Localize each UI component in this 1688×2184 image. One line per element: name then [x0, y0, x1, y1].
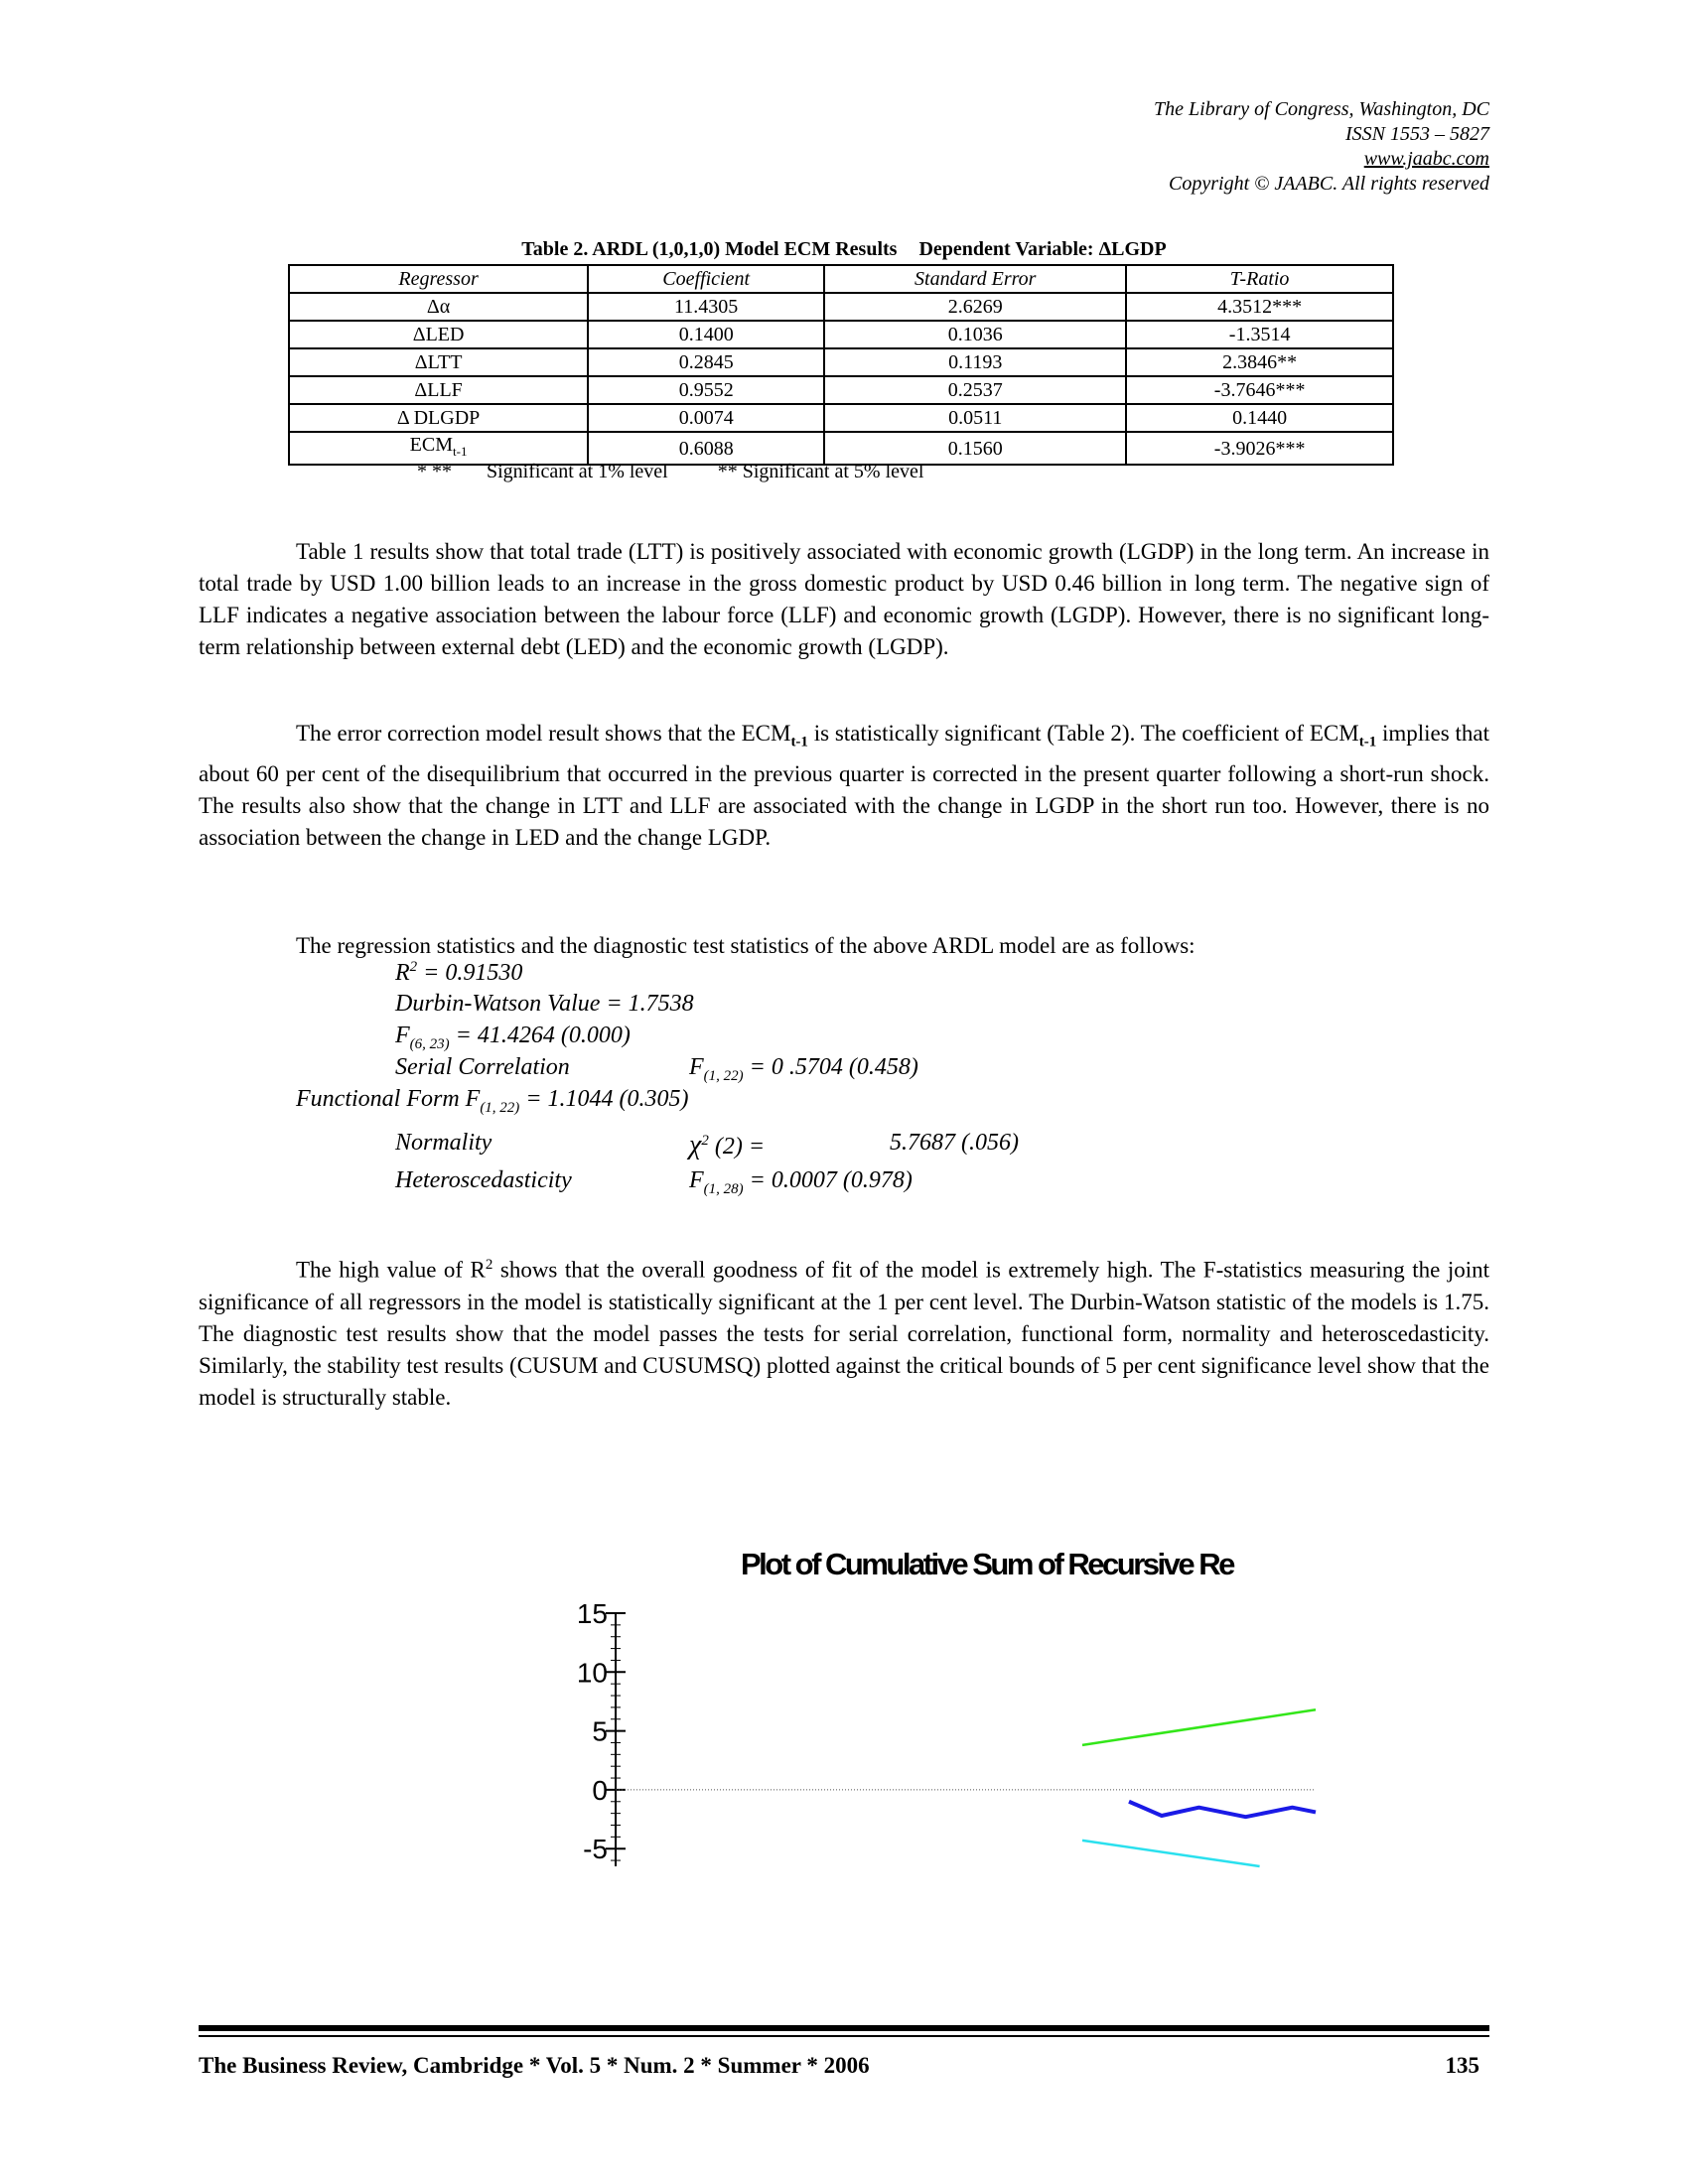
chart-series: [1082, 1709, 1316, 1866]
table-row: [289, 293, 1393, 321]
footer-rule-thin: [199, 2035, 1489, 2037]
table-row: [289, 348, 1393, 376]
chi-symbol: χ: [689, 1130, 702, 1160]
stat-label: (2) =: [708, 1134, 766, 1160]
stat-superscript: 2: [701, 1133, 709, 1149]
cell-standard-error: 0.1193: [824, 348, 1126, 376]
stat-heteroscedasticity-label: Heteroscedasticity: [395, 1167, 572, 1193]
stat-label: R: [395, 960, 410, 986]
stat-subscript: (1, 22): [703, 1067, 744, 1084]
footer-citation: The Business Review, Cambridge * Vol. 5 * Num. 2 * Summer * 2006: [199, 2053, 870, 2078]
stat-normality-label: Normality: [395, 1130, 492, 1156]
cell-standard-error: 0.1036: [824, 321, 1126, 348]
cell-coefficient: 0.0074: [588, 404, 824, 432]
upper-bound-line: [1082, 1709, 1316, 1745]
stat-serial-correlation-label: Serial Correlation: [395, 1054, 570, 1080]
lower-bound-line: [1082, 1841, 1260, 1866]
stat-value: = 0.0007 (0.978): [743, 1167, 913, 1193]
stat-subscript: (1, 22): [480, 1099, 520, 1116]
cell-coefficient: 0.9552: [588, 376, 824, 404]
y-tick-label: 10: [576, 1657, 608, 1689]
table-row: [289, 321, 1393, 348]
header-standard-error: Standard Error: [824, 265, 1126, 293]
cell-standard-error: 0.2537: [824, 376, 1126, 404]
table-header-row: [289, 265, 1393, 293]
paragraph-long-run-results: [199, 536, 1489, 663]
stat-value: = 1.1044 (0.305): [519, 1086, 689, 1112]
cell-regressor: Δα: [289, 293, 588, 321]
paragraph-text: shows that the overall goodness of fit of the model is extremely high. The F-statistics measuring the joint significance of all regressors in the model is statistically significant at the 1 per cent level. The Durbin-Watson statistic of the models is 1.75. The diagnostic test results show that the model passes the tests for serial correlation, functional form, normality and heteroscedasticity. Similarly, the stability test results (CUSUM and CUSUMSQ) plotted against the critical bounds of 5 per cent significance level show that the model is structurally stable.: [199, 1257, 1489, 1410]
cell-coefficient: 0.2845: [588, 348, 824, 376]
cell-standard-error: 0.1560: [824, 432, 1126, 465]
stat-value: = 41.4264 (0.000): [449, 1023, 631, 1048]
stat-functional-form: [296, 1086, 689, 1117]
cusum-line: [1129, 1802, 1316, 1817]
stat-subscript: (6, 23): [409, 1035, 450, 1052]
r-squared-superscript: 2: [485, 1257, 493, 1273]
ecm-subscript: t-1: [790, 734, 808, 751]
cell-standard-error: 0.0511: [824, 404, 1126, 432]
ecm-results-table: [288, 264, 1394, 466]
stat-normality-value: 5.7687 (.056): [890, 1130, 1019, 1156]
paragraph-ecm-results: [199, 718, 1489, 854]
stat-label: Functional Form F: [296, 1086, 481, 1112]
journal-header: [1154, 97, 1489, 197]
header-copyright: Copyright © JAABC. All rights reserved: [1169, 173, 1489, 195]
stat-durbin-watson: Durbin-Watson Value = 1.7538: [395, 991, 694, 1017]
table-row: [289, 376, 1393, 404]
y-tick-label: 5: [592, 1715, 608, 1747]
footer-rule-thick: [199, 2025, 1489, 2031]
paragraph-text: is statistically significant (Table 2). The coefficient of ECM: [807, 721, 1359, 746]
ecm-label: ECM: [409, 434, 454, 456]
cell-coefficient: 0.1400: [588, 321, 824, 348]
header-coefficient: Coefficient: [588, 265, 824, 293]
stat-serial-correlation-value: [689, 1054, 918, 1085]
cell-regressor: ΔLLF: [289, 376, 588, 404]
header-library: The Library of Congress, Washington, DC: [1153, 98, 1489, 120]
header-t-ratio: T-Ratio: [1126, 265, 1393, 293]
stat-label: F: [689, 1167, 704, 1193]
header-issn: ISSN 1553 – 5827: [1345, 123, 1489, 145]
table-row: [289, 404, 1393, 432]
stat-label: F: [689, 1054, 704, 1080]
table-title: Table 2. ARDL (1,0,1,0) Model ECM Results: [521, 238, 898, 260]
stat-value: = 0 .5704 (0.458): [743, 1054, 918, 1080]
table-caption: [0, 238, 1688, 261]
ecm-subscript: t-1: [1358, 734, 1377, 751]
paragraph-goodness-of-fit: [199, 1249, 1489, 1414]
stat-subscript: (1, 28): [703, 1180, 744, 1197]
cell-regressor: ΔLTT: [289, 348, 588, 376]
chart-title: Plot of Cumulative Sum of Recursive Re: [741, 1547, 1233, 1581]
y-tick-label: -5: [583, 1834, 608, 1865]
cell-t-ratio: 2.3846**: [1126, 348, 1393, 376]
y-axis: [577, 1598, 1316, 1866]
cell-regressor: ΔLED: [289, 321, 588, 348]
paragraph-text: Table 1 results show that total trade (LTT) is positively associated with economic growth (LGDP) in the long term. An increase in total trade by USD 1.00 billion leads to an increase in the gross domestic product by USD 0.46 billion in long term. The negative sign of LLF indicates a negative association between the labour force (LLF) and economic growth (LGDP). However, there is no significant long-term relationship between external debt (LED) and the economic growth (LGDP).: [199, 539, 1489, 659]
cusum-chart: [536, 1588, 1331, 1886]
stat-value: = 0.91530: [417, 960, 523, 986]
cell-coefficient: 0.6088: [588, 432, 824, 465]
cell-t-ratio: -3.7646***: [1126, 376, 1393, 404]
paragraph-diagnostics-intro: The regression statistics and the diagnostic test statistics of the above ARDL model are as follows:: [296, 933, 1196, 958]
stat-heteroscedasticity-value: [689, 1167, 913, 1198]
cell-t-ratio: 0.1440: [1126, 404, 1393, 432]
page-number: 135: [1445, 2053, 1479, 2078]
cell-standard-error: 2.6269: [824, 293, 1126, 321]
ecm-subscript: t-1: [453, 444, 468, 459]
cell-t-ratio: 4.3512***: [1126, 293, 1393, 321]
table-dependent-variable: Dependent Variable: ΔLGDP: [918, 238, 1167, 260]
cell-regressor: Δ DLGDP: [289, 404, 588, 432]
y-tick-label: 15: [576, 1598, 608, 1629]
paragraph-text: The error correction model result shows that the ECM: [296, 721, 791, 746]
paragraph-text: The high value of R: [296, 1257, 486, 1283]
stat-r-squared: [395, 959, 522, 987]
stat-label: F: [395, 1023, 410, 1048]
header-regressor: Regressor: [289, 265, 588, 293]
stat-superscript: 2: [409, 959, 418, 975]
cell-coefficient: 11.4305: [588, 293, 824, 321]
header-website-link[interactable]: www.jaabc.com: [1363, 148, 1489, 170]
paragraph-text: implies that about 60 per cent of the disequilibrium that occurred in the previous quarter is corrected in the present quarter following a short-run shock. The results also show that the change in LTT and LLF are associated with the change in LGDP in the short run too. However, there is no association between the change in LED and the change LGDP.: [199, 721, 1489, 850]
stat-f-statistic: [395, 1023, 631, 1053]
y-tick-label: 0: [592, 1774, 608, 1806]
cell-t-ratio: -3.9026***: [1126, 432, 1393, 465]
stat-normality-chi: [689, 1130, 765, 1161]
table-significance-note: * ** Significant at 1% level ** Significant at 5% level: [417, 461, 924, 482]
cell-t-ratio: -1.3514: [1126, 321, 1393, 348]
